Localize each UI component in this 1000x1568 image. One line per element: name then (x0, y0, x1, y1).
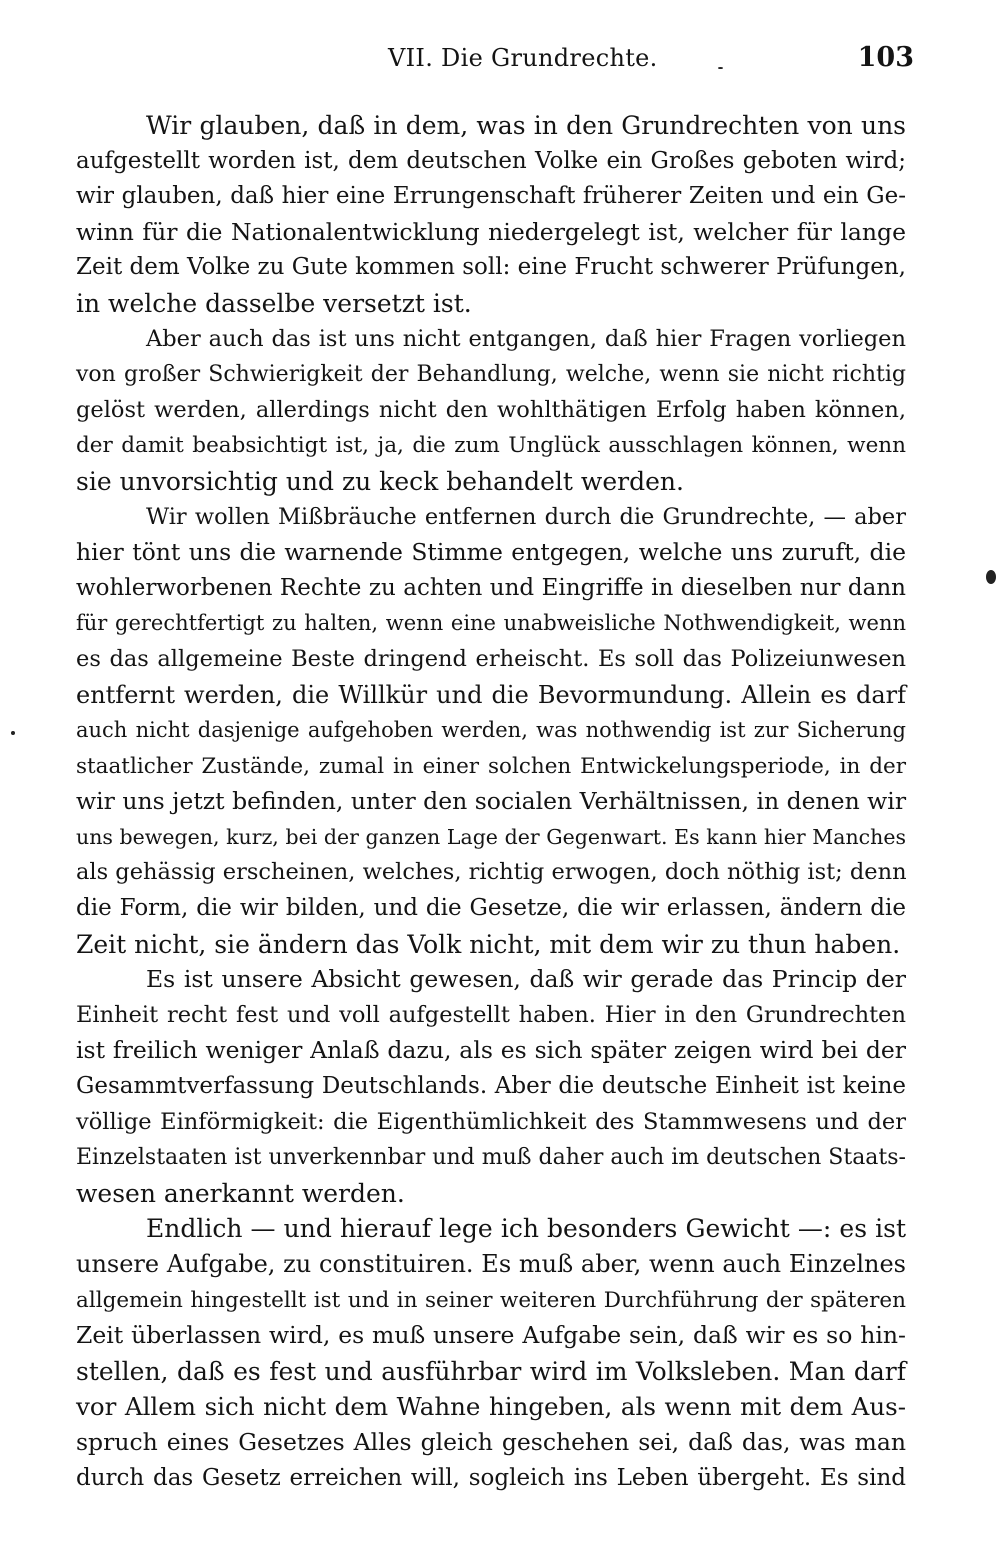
paragraph (76, 500, 906, 963)
text-line: gelöst werden, allerdings nicht den wohlthätigen Erfolg haben können, (76, 396, 906, 423)
text-line: Zeit überlassen wird, es muß unsere Aufgabe sein, daß wir es so hin- (76, 1321, 906, 1350)
text-line: wir uns jetzt befinden, unter den socialen Verhältnissen, in denen wir (76, 787, 907, 816)
page-number: 103 (857, 42, 914, 73)
text-line: auch nicht dasjenige aufgehoben werden, was nothwendig ist zur Sicherung (76, 718, 906, 743)
text-line: der damit beabsichtigt ist, ja, die zum Unglück ausschlagen können, wenn (76, 433, 906, 459)
text-line: Wir wollen Mißbräuche entfernen durch die Grundrechte, — aber (146, 503, 906, 530)
ink-speck (986, 570, 996, 584)
text-line: Wir glauben, daß in dem, was in den Grundrechten von uns (146, 111, 906, 140)
text-line: staatlicher Zustände, zumal in einer solchen Entwickelungsperiode, in der (76, 753, 906, 779)
text-line: für gerechtfertigt zu halten, wenn eine unabweisliche Nothwendigkeit, wenn (76, 611, 906, 636)
text-line: winn für die Nationalentwicklung niedergelegt ist, welcher für lange (76, 217, 906, 246)
text-line: sie unvorsichtig und zu keck behandelt werden. (76, 466, 684, 496)
text-line: allgemein hingestellt ist und in seiner weiteren Durchführung der späteren (76, 1287, 906, 1313)
text-line: wir glauben, daß hier eine Errungenschaft früherer Zeiten und ein Ge- (76, 183, 906, 210)
text-line: wesen anerkannt werden. (76, 1178, 405, 1208)
text-line: uns bewegen, kurz, bei der ganzen Lage der Gegenwart. Es kann hier Manches (76, 824, 906, 849)
paragraph (76, 108, 906, 322)
text-line: die Form, die wir bilden, und die Gesetze, die wir erlassen, ändern die (76, 895, 906, 922)
text-line: spruch eines Gesetzes Alles gleich geschehen sei, daß das, was man (76, 1427, 906, 1456)
paragraph (76, 1211, 906, 1496)
text-line: durch das Gesetz erreichen will, sogleich ins Leben übergeht. Es sind (76, 1464, 906, 1491)
ink-speck (718, 67, 723, 69)
text-line: hier tönt uns die warnende Stimme entgegen, welche uns zuruft, die (76, 538, 906, 567)
text-line: in welche dasselbe versetzt ist. (76, 288, 472, 318)
text-line: Zeit dem Volke zu Gute kommen soll: eine Frucht schwerer Prüfungen, (76, 254, 906, 281)
text-line: Es ist unsere Absicht gewesen, daß wir gerade das Princip der (146, 965, 906, 994)
text-line: Endlich — und hierauf lege ich besonders Gewicht —: es ist (146, 1214, 906, 1244)
text-line: wohlerworbenen Rechte zu achten und Eingriffe in dieselben nur dann (76, 574, 906, 601)
running-head: VII. Die Grundrechte. (388, 44, 658, 72)
text-line: vor Allem sich nicht dem Wahne hingeben, als wenn mit dem Aus- (76, 1392, 906, 1422)
text-line: stellen, daß es fest und ausführbar wird im Volksleben. Man darf (76, 1356, 906, 1386)
text-line: von großer Schwierigkeit der Behandlung, welche, wenn sie nicht richtig (76, 362, 906, 388)
paragraph (76, 962, 906, 1211)
text-line: aufgestellt worden ist, dem deutschen Volke ein Großes geboten wird; (76, 147, 906, 174)
text-line: unsere Aufgabe, zu constituiren. Es muß aber, wenn auch Einzelnes (76, 1250, 906, 1278)
text-line: entfernt werden, die Willkür und die Bevormundung. Allein es darf (76, 680, 906, 709)
body-text (76, 108, 906, 1496)
text-line: Zeit nicht, sie ändern das Volk nicht, mit dem wir zu thun haben. (76, 929, 901, 959)
text-line: es das allgemeine Beste dringend erheischt. Es soll das Polizeiunwesen (76, 645, 906, 672)
text-line: Einzelstaaten ist unverkennbar und muß daher auch im deutschen Staats- (76, 1145, 906, 1171)
text-line: Gesammtverfassung Deutschlands. Aber die deutsche Einheit ist keine (76, 1073, 906, 1100)
paragraph (76, 322, 906, 500)
page-header (0, 42, 1000, 82)
ink-speck (11, 731, 15, 735)
text-line: Einheit recht fest und voll aufgestellt haben. Hier in den Grundrechten (76, 1001, 906, 1028)
text-line: ist freilich weniger Anlaß dazu, als es sich später zeigen wird bei der (76, 1036, 906, 1065)
text-line: als gehässig erscheinen, welches, richtig erwogen, doch nöthig ist; denn (76, 859, 907, 886)
text-line: völlige Einförmigkeit: die Eigenthümlichkeit des Stammwesens und der (76, 1108, 906, 1135)
text-line: Aber auch das ist uns nicht entgangen, daß hier Fragen vorliegen (146, 325, 906, 352)
